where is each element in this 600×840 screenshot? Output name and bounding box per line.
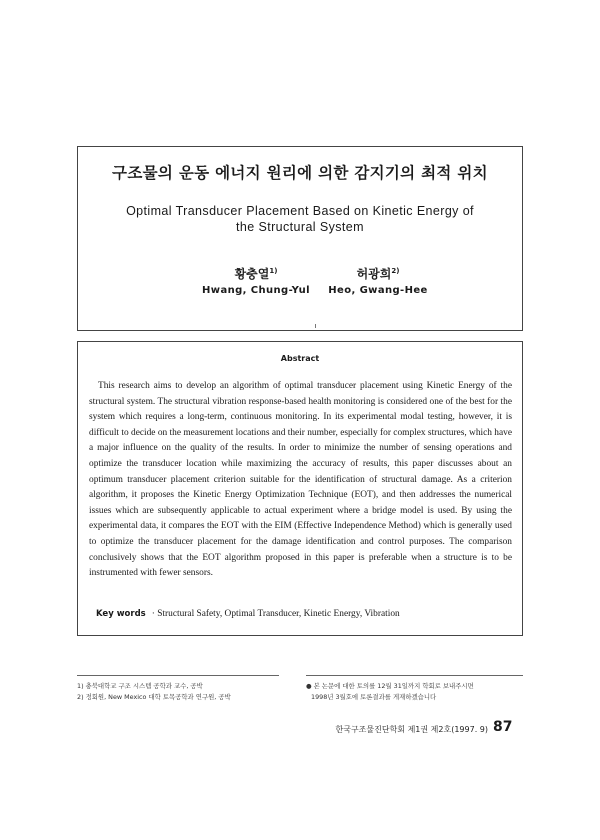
english-title: Optimal Transducer Placement Based on Kinetic Energy of the Structural System xyxy=(126,204,474,234)
author-1 xyxy=(196,265,316,296)
author-2 xyxy=(308,265,448,296)
author-1-english-name: Hwang, Chung-Yul xyxy=(202,285,310,296)
footnote-2: 2) 정회원, New Mexico 대학 토목공학과 연구원, 공박 xyxy=(77,693,231,701)
keywords-separator: · xyxy=(151,609,155,619)
footnote-rule-left xyxy=(77,675,279,676)
title-box xyxy=(77,146,523,331)
keywords-text: Structural Safety, Optimal Transducer, Kinetic Energy, Vibration xyxy=(157,609,400,619)
author-footnotes xyxy=(77,681,231,703)
author-1-footnote-mark: 1) xyxy=(269,267,278,275)
footnote-rule-right xyxy=(306,675,523,676)
author-2-english-name: Heo, Gwang-Hee xyxy=(328,285,428,296)
author-2-korean-name: 허광희 xyxy=(356,267,392,281)
abstract-box xyxy=(77,341,523,636)
page-number: 87 xyxy=(493,719,513,735)
notice-line-1: ● 본 논문에 대한 토의를 12월 31일까지 학회로 보내주시면 xyxy=(306,682,474,690)
footnote-1: 1) 충북대학교 구조 시스템 공학과 교수, 공박 xyxy=(77,682,203,690)
keywords-label: Key words xyxy=(96,609,146,619)
discussion-notice xyxy=(306,681,524,703)
abstract-heading: Abstract xyxy=(280,354,320,363)
author-1-korean-name: 황충열 xyxy=(234,267,270,281)
journal-citation: 한국구조물진단학회 제1권 제2호(1997. 9) xyxy=(335,725,488,734)
scan-tick-mark xyxy=(315,324,316,328)
author-2-footnote-mark: 2) xyxy=(391,267,400,275)
keywords-line xyxy=(96,609,400,619)
abstract-body: This research aims to develop an algorithm of optimal transducer placement using Kinetic Energy of the structural system. The structural vibration response-based health monitoring is considered one of the best for the system which requires a long-term, continuous monitoring. In its experimental modal testing, however, it is difficult to decide on the measurement locations and their number, especially for complex structures, which have a major influence on the quality of the results. In order to minimize the number of sensing operations and optimize the transducer location while maximizing the accuracy of results, this paper discusses about an optimum transducer placement criterion suitable for the identification of structural damage. As a criterion algorithm, it proposes the Kinetic Energy Optimization Technique (EOT), and then addresses the numerical issues which are subsequently applicable to actual experiment where a bridge model is used. By using the experimental data, it compares the EOT with the EIM (Effective Independence Method) which is generally used to optimize the transducer placement for the damage identification and control purposes. The comparison conclusively shows that the EOT algorithm proposed in this paper is preferable when a structure is to be instrumented with fewer sensors. xyxy=(89,381,513,579)
notice-line-2: 1998년 3월호에 토론결과를 게재하겠습니다 xyxy=(311,693,437,701)
korean-title: 구조물의 운동 에너지 원리에 의한 감지기의 최적 위치 xyxy=(112,164,488,182)
